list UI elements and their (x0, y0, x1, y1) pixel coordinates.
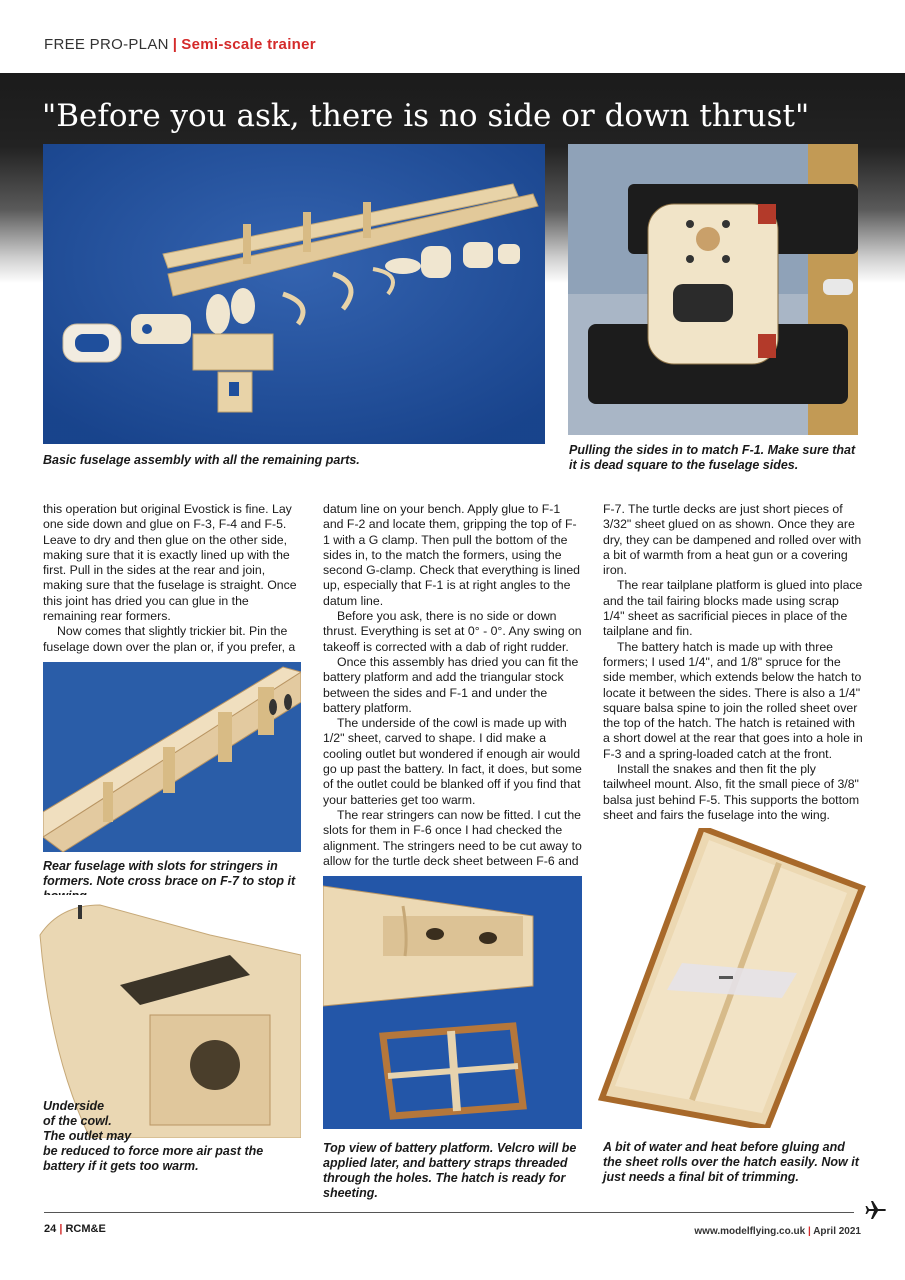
caption-battery-platform: Top view of battery platform. Velcro will be applied later, and battery straps threaded through the holes. The hatch is ready for sheeting. (323, 1141, 577, 1200)
issue-date: April 2021 (813, 1226, 861, 1237)
divider: | (172, 36, 178, 53)
caption-line: of the cowl. (43, 1114, 112, 1128)
page-number (44, 1223, 106, 1235)
section-topic: Semi-scale trainer (181, 36, 316, 53)
caption-line: be reduced to force more air past the battery if it gets too warm. (43, 1144, 264, 1173)
article-column-3 (603, 502, 863, 823)
article-column-1 (43, 502, 300, 655)
caption-line: Underside (43, 1099, 105, 1113)
page-number-value: 24 (44, 1223, 57, 1235)
paragraph: datum line on your bench. Apply glue to F-1 and F-2 and locate them, gripping the top of F-1 with a G clamp. Then pull the bottom of the sides in, to the match the formers, using the second G-clamp. Check that everything is lined up, especially that F-1 is at right angles to the datum line. (323, 502, 580, 608)
caption-cowl (43, 1099, 303, 1174)
website-link[interactable]: www.modelflying.co.uk (694, 1226, 806, 1237)
page-title: "Before you ask, there is no side or down thrust" (42, 98, 810, 134)
magazine-name: RCM&E (65, 1223, 106, 1235)
airplane-icon (864, 1198, 888, 1222)
caption-clamp: Pulling the sides in to match F-1. Make sure that it is dead square to the fuselage sides. (569, 443, 856, 472)
section-name: FREE PRO-PLAN (44, 36, 169, 53)
paragraph: The rear tailplane platform is glued into place and the tail fairing blocks made using scrap 1/4" sheet as sacrificial pieces in place of the tailplane and fin. (603, 578, 863, 639)
paragraph: The rear stringers can now be fitted. I cut the slots for them in F-6 once I had checked the alignment. The stringers need to be cut away to allow for the turtle deck sheet between F-6 and (323, 807, 582, 868)
article-column-2 (323, 502, 583, 869)
photo-clamp (568, 144, 858, 435)
paragraph: Install the snakes and then fit the ply tailwheel mount. Also, fit the small piece of 3/8" balsa just behind F-5. This supports the bottom sheet and fairs the fuselage into the wing. (603, 762, 860, 822)
photo-hatch (597, 828, 867, 1128)
footer-divider (44, 1212, 854, 1213)
paragraph: F-7. The turtle decks are just short pieces of 3/32" sheet glued on as shown. Once they are dry, they can be dampened and rolled over with a bit of warmth from a heat gun or a covering iron. (603, 502, 862, 578)
paragraph: Now comes that slightly trickier bit. Pin the fuselage down over the plan or, if you prefer, a (43, 624, 296, 654)
paragraph: this operation but original Evostick is fine. Lay one side down and glue on F-3, F-4 and F-5. Leave to dry and then glue on the other side, making sure that it is exactly lined up with the first. Pull in the sides at the rear and join, making sure that the fuselage is straight. Once this joint has dried you can glue in the remaining rear formers. (43, 502, 297, 624)
paragraph: Once this assembly has dried you can fit the battery platform and add the triangular stock between the sides and F-1 and under the battery platform. (323, 654, 579, 715)
footer-meta (694, 1226, 861, 1237)
photo-battery-platform (323, 876, 582, 1129)
divider: | (59, 1223, 63, 1235)
paragraph: The battery hatch is made up with three formers; I used 1/4", and 1/8" spruce for the side member, which extends below the hatch to locate it between the sides. There is also a 1/4" square balsa spine to join the rolled sheet over the top of the hatch. The hatch is retained with a short dowel at the rear that goes into a hole in F-3 and a spring-loaded catch at the front. (603, 639, 863, 761)
photo-rear-fuselage (43, 662, 301, 852)
caption-rear-fuselage: Rear fuselage with slots for stringers in formers. Note cross brace on F-7 to stop it (43, 859, 296, 888)
caption-line: The outlet may (43, 1129, 132, 1143)
paragraph: The underside of the cowl is made up with 1/2" sheet, carved to shape. I did make a cooling outlet but wondered if enough air would go up past the battery. In fact, it does, but some of the outlet could be blanked off if you find that your batteries get too warm. (323, 716, 582, 807)
paragraph: Before you ask, there is no side or down thrust. Everything is set at 0° - 0°. Any swing on takeoff is corrected with a dab of right rudder. (323, 609, 582, 654)
section-label (44, 36, 316, 53)
caption-hatch: A bit of water and heat before gluing and the sheet rolls over the hatch easily. Now it just needs a final bit of trimming. (603, 1140, 859, 1184)
photo-fuselage-parts (43, 144, 545, 444)
divider: | (807, 1226, 811, 1237)
caption-fuselage-parts: Basic fuselage assembly with all the remaining parts. (43, 453, 360, 467)
